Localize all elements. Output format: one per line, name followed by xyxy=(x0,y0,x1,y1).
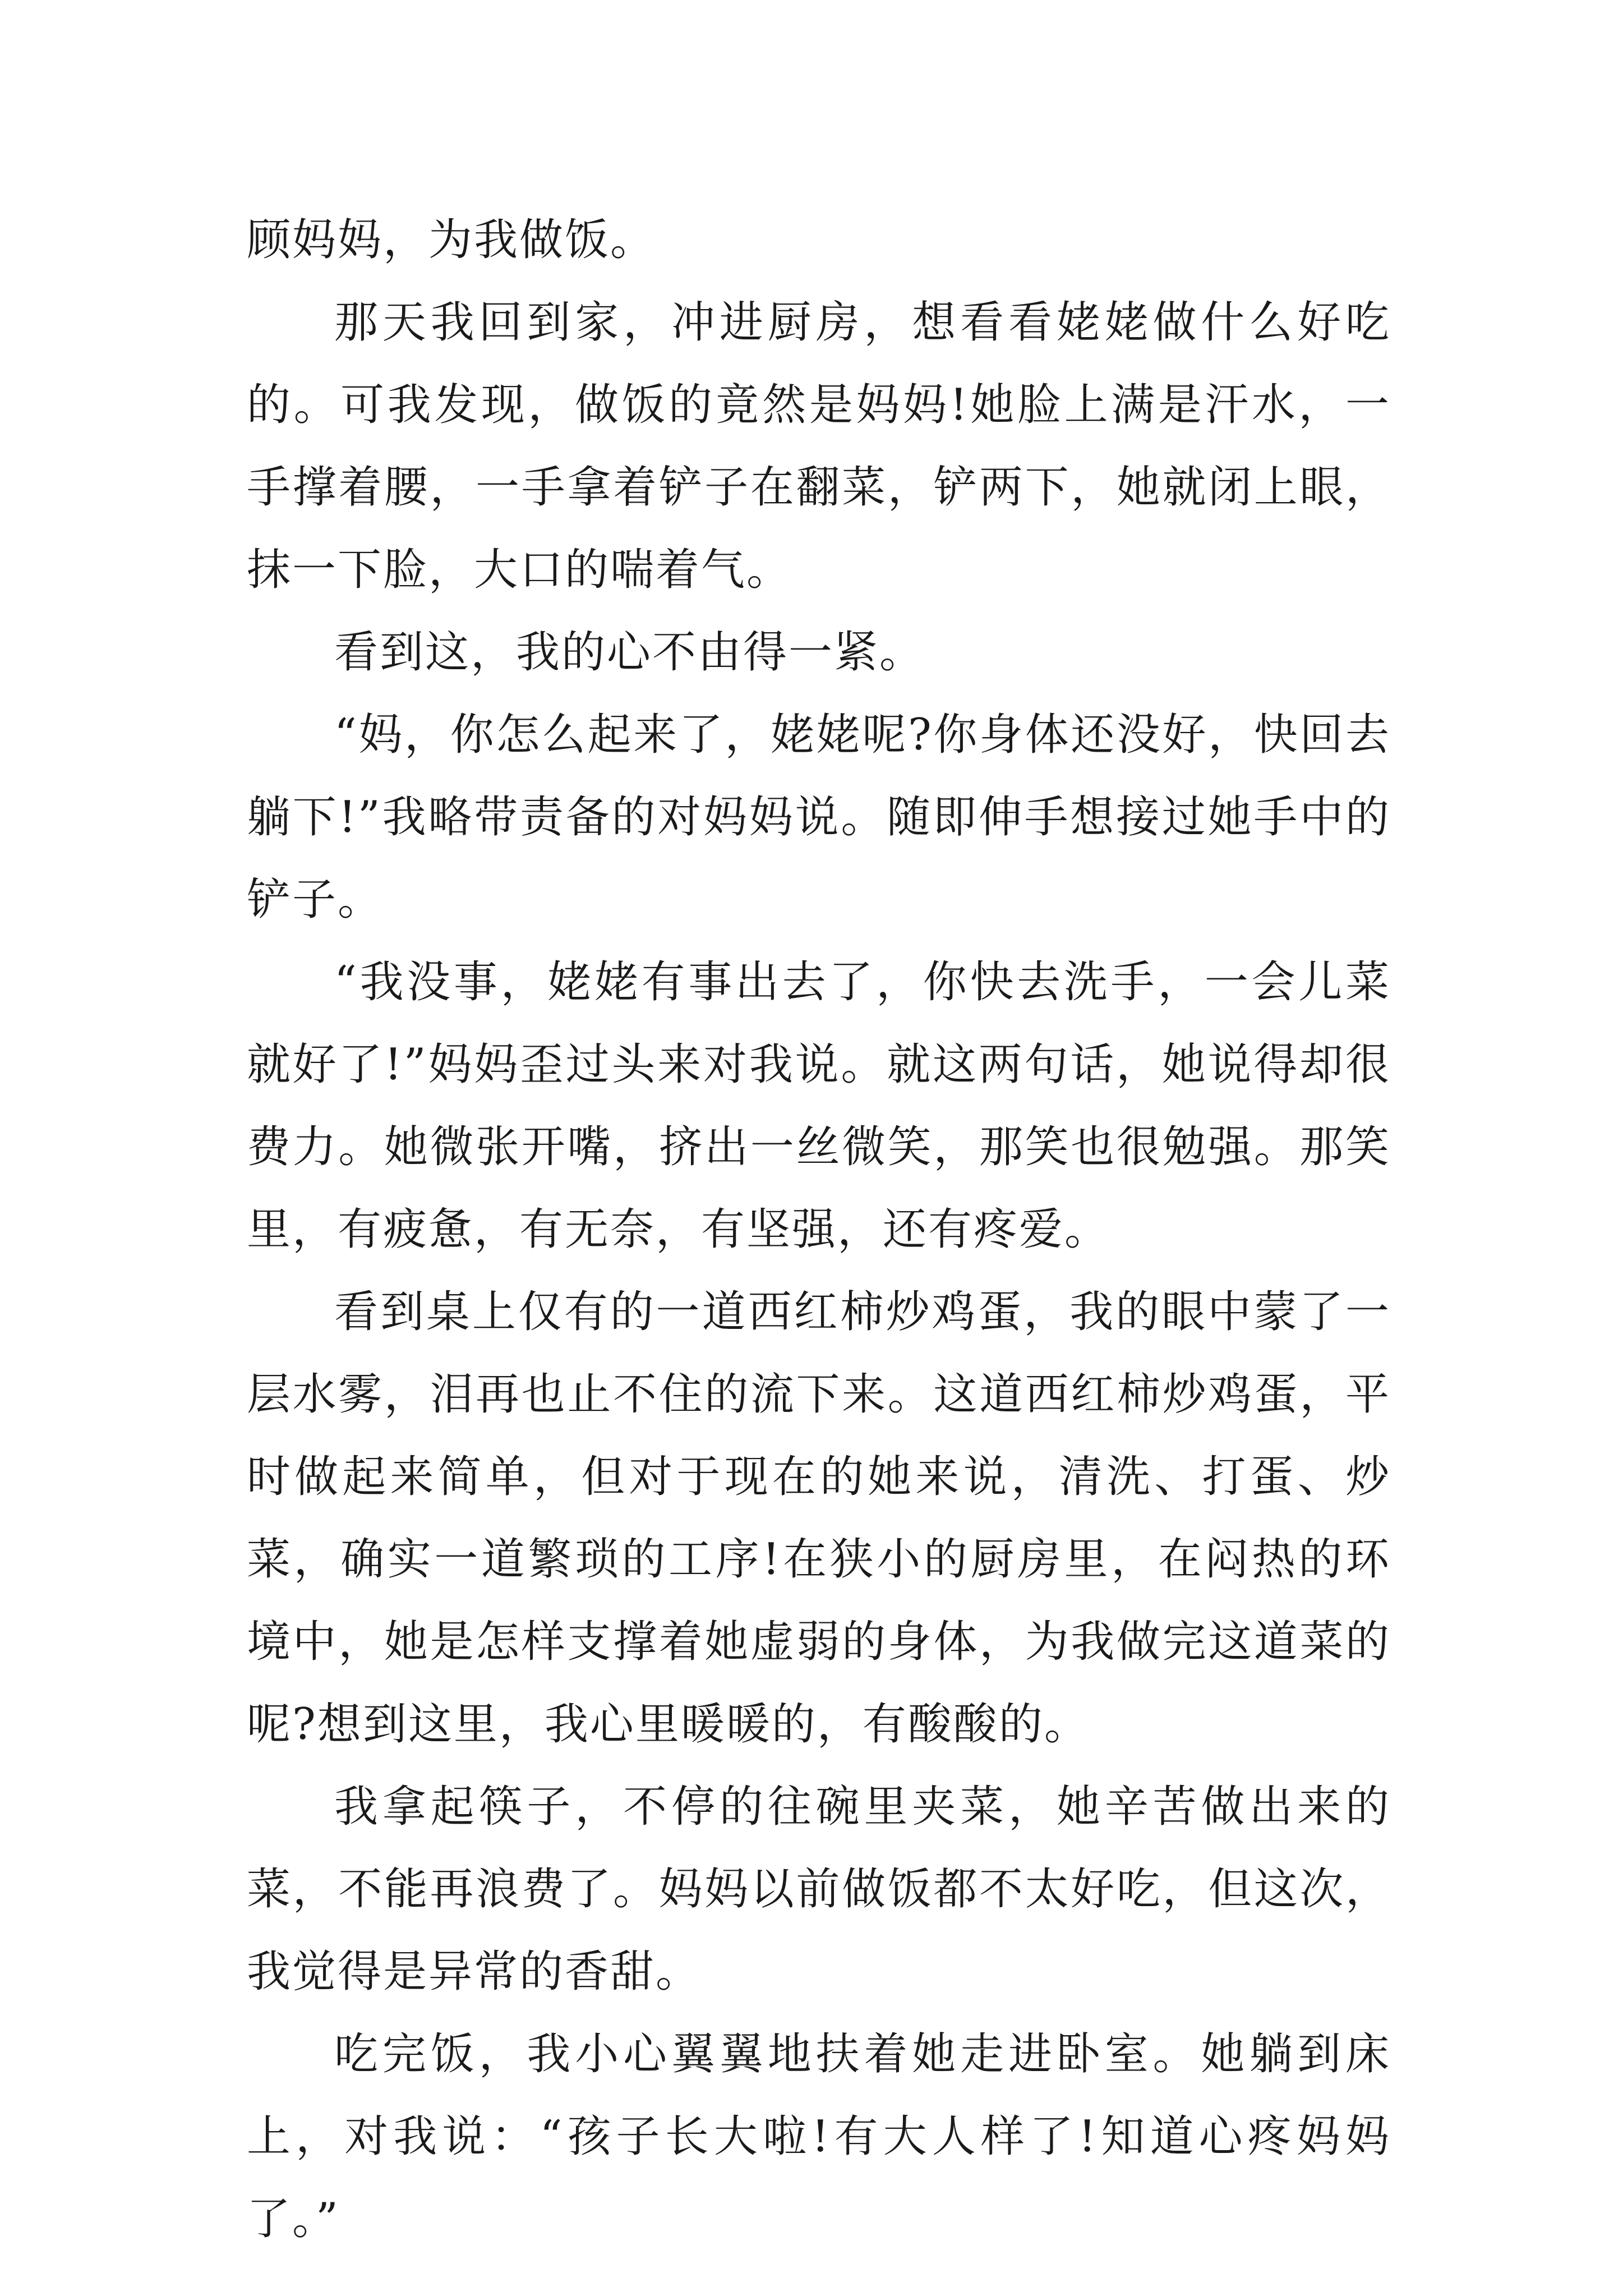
paragraph-1: 顾妈妈，为我做饭。 xyxy=(247,215,656,265)
paragraph-6: 看到桌上仅有的一道西红柿炒鸡蛋，我的眼中蒙了一层水雾，泪再也止不住的流下来。这道西红柿炒鸡蛋，平时做起来简单，但对于现在的她来说，清洗、打蛋、炒菜，确实一道繁琐的工序!在狭小的厨房里，在闷热的环境中，她是怎样支撑着她虚弱的身体，为我做完这道菜的呢?想到这里，我心里暖暖的，有酸酸的。 xyxy=(247,1287,1391,1750)
paragraph-4: “妈，你怎么起来了，姥姥呢?你身体还没好，快回去躺下!”我略带责备的对妈妈说。随即伸手想接过她手中的铲子。 xyxy=(247,710,1391,925)
paragraph-2: 那天我回到家，冲进厨房，想看看姥姥做什么好吃的。可我发现，做饭的竟然是妈妈!她脸上满是汗水，一手撑着腰，一手拿着铲子在翻菜，铲两下，她就闭上眼，抹一下脸，大口的喘着气。 xyxy=(247,297,1391,595)
paragraph-5: “我没事，姥姥有事出去了，你快去洗手，一会儿菜就好了!”妈妈歪过头来对我说。就这两句话，她说得却很费力。她微张开嘴，挤出一丝微笑，那笑也很勉强。那笑里，有疲惫，有无奈，有坚强，还有疼爱。 xyxy=(247,957,1391,1255)
paragraph-7: 我拿起筷子，不停的往碗里夹菜，她辛苦做出来的菜，不能再浪费了。妈妈以前做饭都不太好吃，但这次，我觉得是异常的香甜。 xyxy=(247,1782,1391,1997)
essay-body xyxy=(247,199,1391,2261)
paragraph-8: 吃完饭，我小心翼翼地扶着她走进卧室。她躺到床上，对我说：“孩子长大啦!有大人样了!知道心疼妈妈了。” xyxy=(247,2029,1391,2244)
paragraph-3: 看到这，我的心不由得一紧。 xyxy=(334,627,925,678)
